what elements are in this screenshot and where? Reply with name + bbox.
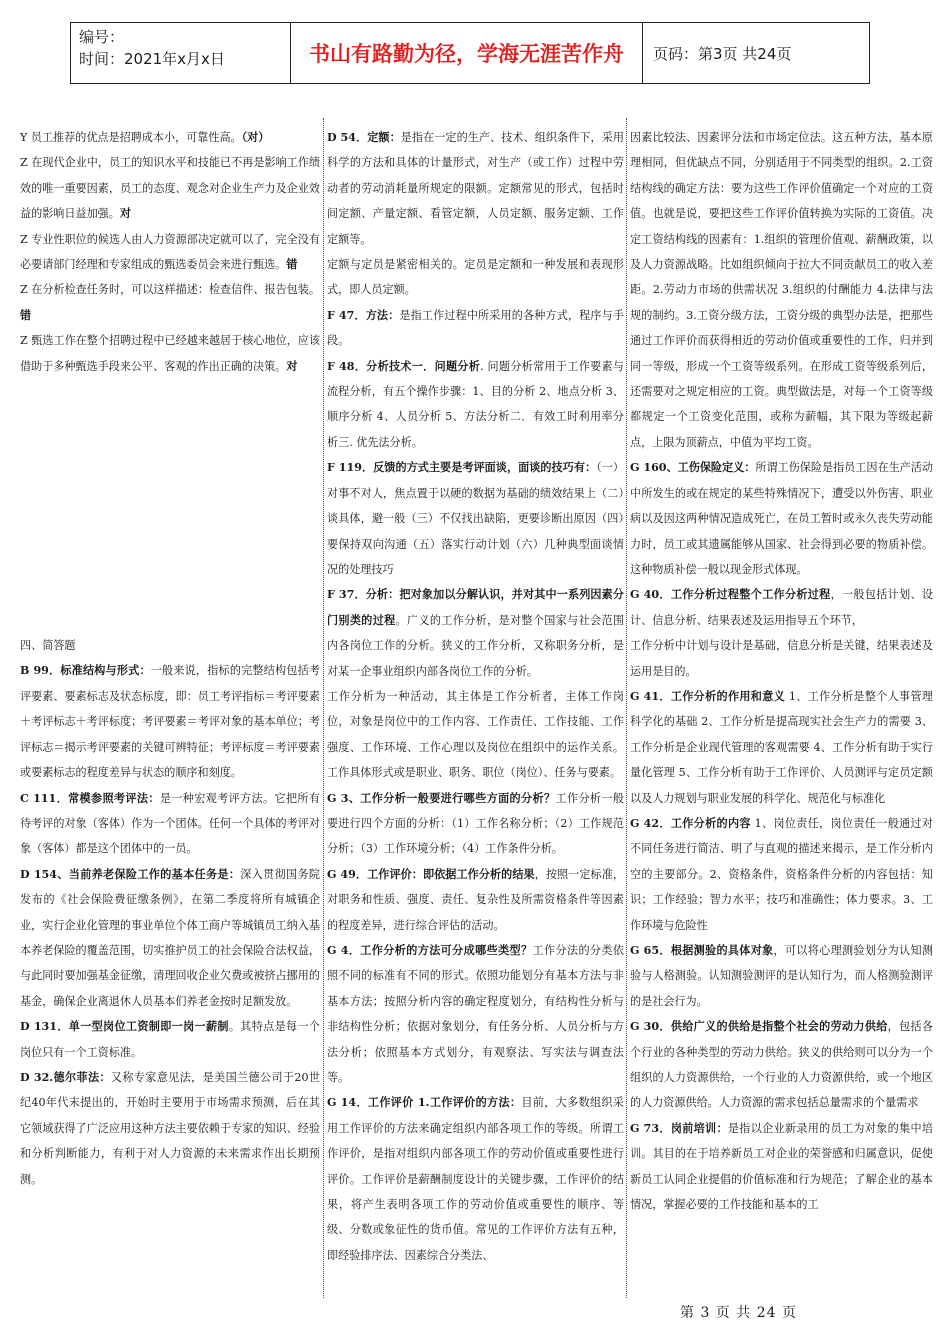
section-heading: 四、简答题	[20, 639, 76, 653]
serial-number-label: 编号：	[79, 28, 125, 46]
column-divider-2	[626, 118, 627, 1298]
page-header-table	[70, 22, 870, 84]
entry-body: 是一种宏观考评方法。它把所有待考评的对象（客体）作为一个团体。任何一个具体的考评对象（客体）都是这个团体中的一员。	[20, 791, 320, 856]
page-footer: 第 3 页 共 24 页	[680, 1305, 797, 1321]
item-text: Y 员工推荐的优点是招聘成本小，可靠性高。	[20, 131, 242, 144]
entry-body: 深入贯彻国务院发布的《社会保险费征缴条例》，在第二季度将所有城镇企业，实行企业化管理的事业单位个体工商户等城镇员工纳入基本养老保险的覆盖范围，切实推护员工的社会保险合法权益，与此同时要加强基金征缴，清理回收企业欠费或被挤占挪用的基金，确保企业离退休人员基本们养老金按时足额发放。	[20, 867, 320, 1008]
answer-entry	[630, 1014, 933, 1116]
answer-entry	[327, 684, 624, 786]
item-text: Z 甄选工作在整个招聘过程中已经越来越居于核心地位，应该借助于多种甄选手段来公平、客观的作出正确的决策。	[20, 334, 320, 373]
short-answer-list	[630, 125, 933, 1217]
entry-body: 。广义的工作分析，是对整个国家与社会范围内各岗位工作的分析。狭义的工作分析，又称职务分析，是对某一企事业组织内部各岗位工作的分析。	[327, 613, 624, 678]
entry-heading: G 42．工作分析的内容	[630, 816, 751, 830]
entry-heading: D 32.德尔菲法：	[20, 1070, 111, 1084]
entry-body: ，一般包括计划、设计、信息分析、结果表述及运用指导五个环节，	[630, 588, 933, 627]
answer-entry	[327, 252, 624, 303]
header-meta-cell	[71, 23, 291, 83]
answer-mark: 对	[119, 207, 131, 221]
entry-body: 是指以企业新录用的员工为对象的集中培训。其目的在于培养新员工对企业的荣誉感和归属意识，促使新员工认同企业提倡的价值标准和行为规范；了解企业的基本情况，掌握必要的工作技能和基本的工	[630, 1121, 933, 1212]
entry-body: 工作分析中计划与设计是基础，信息分析是关键，结果表述及运用是目的。	[630, 639, 933, 678]
entry-heading: G 41．工作分析的作用和意义	[630, 689, 786, 703]
entry-body: 目前，大多数组织采用工作评价的方法来确定组织内部各项工作的等级。所谓工作评价，是指对组织内部各项工作的劳动价值或重要性进行评价。工作评价是薪酬制度设计的关键步骤，工作评价的结果，将产生表明各项工作的劳动价值或重要性的顺序、等级、分数或象征性的货币值。常见的工作评价方法有五种，即经验排序法、因素综合分类法、	[327, 1096, 624, 1262]
answer-entry	[630, 811, 933, 938]
page-number-label: 页码：第3页 共24页	[653, 44, 792, 63]
answer-entry	[327, 303, 624, 354]
entry-body: 。其特点是每一个岗位只有一个工资标准。	[20, 1020, 320, 1059]
judgement-item	[20, 125, 320, 150]
answer-entry	[630, 582, 933, 633]
answer-entry	[327, 862, 624, 938]
entry-heading: G 73．岗前培训：	[630, 1121, 728, 1135]
entry-heading: G 40．工作分析过程整个工作分析过程	[630, 588, 831, 602]
item-text: Z 在分析检查任务时，可以这样描述：检查信件、报告包装。	[20, 283, 320, 297]
item-text: Z 在现代企业中，员工的知识水平和技能已不再是影响工作绩效的唯一重要因素，员工的态度、观念对企业生产力及企业效益的影响日益加强。	[20, 156, 320, 221]
time-label: 时间：2021年x月x日	[79, 50, 225, 68]
answer-entry	[630, 633, 933, 684]
answer-entry	[327, 938, 624, 1090]
answer-entry	[630, 455, 933, 582]
entry-body: . 问题分析常用于工作要素与流程分析，有五个操作步骤：1、目的分析 2、地点分析 3、顺序分析 4、人员分析 5、方法分析二．有效工时利用率分析三. 优先法分析。	[327, 359, 624, 449]
answer-mark: （对）	[241, 131, 270, 144]
entry-body: ，按照一定标准，对职务和性质、强度、责任、复杂性及所需资格条件等因素的程度差异，进行综合评估的活动。	[327, 867, 624, 932]
entry-body: 工作分法的分类依照不同的标准有不同的形式。依照功能划分有基本方法与非基本方法；按照分析内容的确定程度划分，有结构性分析与非结构性分析；依据对象划分，有任务分析、人员分析与方法分析；依照基本方式划分，有观察法、写实法与调查法等。	[327, 944, 624, 1085]
answer-entry	[327, 125, 624, 252]
entry-body: 1、岗位责任，岗位责任一般通过对不同任务进行简洁、明了与直观的描述来揭示，是工作分析内空的主要部分。2、资格条件，资格条件分析的内容包括：知识；工作经验；智力水平；技巧和准确性；体力要求。3、工作环境与危险性	[630, 816, 933, 932]
column-1	[20, 125, 320, 1291]
short-answer-list	[327, 125, 624, 1268]
entry-heading: D 54．定额：	[327, 131, 401, 144]
answer-mark: 错	[20, 308, 32, 322]
item-text: Z 专业性职位的候选人由人力资源部决定就可以了，完全没有必要请部门经理和专家组成的甄选委员会来进行甄选。	[20, 232, 320, 272]
entry-heading: B 99．标准结构与形式：	[20, 664, 151, 678]
answer-mark: 错	[286, 258, 298, 272]
short-answer-list	[20, 658, 320, 1192]
answer-entry	[630, 684, 933, 811]
entry-heading: D 154、当前养老保险工作的基本任务是：	[20, 867, 241, 881]
entry-body: 工作分析为一种活动，其主体是工作分析者，主体工作岗位，对象是岗位中的工作内容、工作责任、工作技能、工作强度、工作环境、工作心理以及岗位在组织中的运作关系。工作具体形式或是职业、职务、职位（岗位）、任务与要素。	[327, 689, 624, 780]
answer-entry	[327, 1090, 624, 1268]
column-2	[327, 125, 624, 1291]
entry-heading: G 65．根据测验的具体对象	[630, 944, 774, 957]
answer-entry	[327, 786, 624, 862]
entry-body: 又称专家意见法，是美国兰德公司于20世纪40年代末提出的，开始时主要用于市场需求预测，后在其它领域获得了广泛应用这种方法主要依赖于专家的知识、经验和分析判断能力，有利于对人力资源的未来需求作出长期预测。	[20, 1070, 320, 1186]
answer-entry	[20, 1065, 320, 1192]
entry-heading: D 131．单一型岗位工资制即一岗一薪制	[20, 1020, 229, 1034]
entry-body: ，包括各个行业的各种类型的劳动力供给。狭义的供给则可以分为一个组织的人力资源供给，一个行业的人力资源供给，或一个地区的人力资源供给。人力资源的需求包括总量需求的个量需求	[630, 1020, 933, 1110]
judgement-item	[20, 227, 320, 278]
answer-entry	[630, 1116, 933, 1218]
entry-body: 因素比较法、因素评分法和市场定位法。这五种方法，基本原理相同，但优缺点不同，分别适用于不同类型的组织。2.工资结构线的确定方法：要为这些工作评价值确定一个对应的工资值。也就是说，要把这些工作评价值转换为实际的工资值。决定工资结构线的因素有：1.组织的管理价值观、薪酬政策，以及人力资源战略。比如组织倾向于拉大不同贡献员工的收入差距。2.劳动力市场的供需状况 3.组织的付酬能力 4.法律与法规的制约。3.工资分级方法，工资分级的典型办法是，把那些通过工作评价而获得相近的劳动价值或重要性的工作，归并到同一等级，形成一个工资等级系列。在形成工资等级系列后，还需要对之规定相应的工资。典型做法是，对每一个工资等级都规定一个工资变化范围，或称为薪幅，其下限为等级起薪点，上限为顶薪点，中值为平均工资。	[630, 131, 933, 449]
entry-heading: G 49．工作评价：即依据工作分析的结果	[327, 867, 535, 881]
answer-entry	[20, 658, 320, 785]
answer-entry	[20, 1014, 320, 1065]
entry-body: 是指在一定的生产、技术、组织条件下，采用科学的方法和具体的计量形式，对生产（或工作）过程中劳动者的劳动消耗量所规定的限额。定额常见的形式，包括时间定额、产量定额、看管定额，人员定额、服务定额、工作定额等。	[327, 131, 624, 246]
entry-heading: G 30．供给广义的供给是指整个社会的劳动力供给	[630, 1020, 888, 1034]
entry-heading: F 37．分析：把对象加以分解认识，并对其中一系列因素分门别类的过程	[327, 588, 624, 627]
answer-mark: 对	[286, 359, 298, 373]
answer-entry	[20, 786, 320, 862]
column-3	[630, 125, 933, 1291]
entry-body: 工作分析一般要进行四个方面的分析：（1）工作名称分析；（2）工作规范分析；（3）工作环境分析；（4）工作条件分析。	[327, 791, 624, 856]
entry-heading: F 48．分析技术一．问题分析	[327, 359, 481, 373]
column-divider-1	[323, 118, 324, 1298]
entry-heading: G 4．工作分析的方法可分成哪些类型？	[327, 944, 533, 957]
judgement-item	[20, 328, 320, 379]
entry-heading: G 14．工作评价 1.工作评价的方法：	[327, 1096, 522, 1110]
judgement-item	[20, 277, 320, 328]
entry-body: 所谓工伤保险是指员工因在生产活动中所发生的或在规定的某些特殊情况下，遭受以外伤害、职业病以及因这两种情况造成死亡，在员工暂时或永久丧失劳动能力时，员工或其遗属能够从国家、社会得到必要的物质补偿。这种物质补偿一般以现金形式体现。	[630, 461, 933, 576]
entry-heading: G 3、工作分析一般要进行哪些方面的分析？	[327, 791, 556, 805]
answer-entry	[630, 938, 933, 1014]
entry-heading: C 111．常模参照考评法：	[20, 791, 160, 805]
entry-body: 定额与定员是紧密相关的。定员是定额和一种发展和表现形式，即人员定额。	[327, 258, 624, 297]
motto-title: 书山有路勤为径，学海无涯苦作舟	[291, 23, 643, 83]
answer-entry	[327, 354, 624, 456]
answer-entry	[20, 862, 320, 1014]
entry-body: 是指工作过程中所采用的各种方式，程序与手段。	[327, 308, 624, 348]
answer-entry	[327, 582, 624, 684]
entry-body: 一般来说，指标的完整结构包括考评要素、要素标志及状态标度，即：员工考评指标＝考评要素＋考评标志＋考评标度；考评要素＝考评对象的基本单位；考评标志＝揭示考评要素的关键可辨特征；考评标度＝考评要素或要素标志的程度差异与状态的顺序和刻度。	[20, 664, 320, 780]
entry-body: ，可以将心理测验划分为认知测验与人格测验。认知测验测评的是认知行为，而人格测验测评的是社会行为。	[630, 944, 933, 1008]
entry-heading: F 47．方法：	[327, 308, 400, 322]
judgement-item	[20, 150, 320, 226]
entry-heading: G 160、工伤保险定义：	[630, 461, 756, 475]
answer-entry	[630, 125, 933, 455]
entry-body: （一）对事不对人，焦点置于以硬的数据为基础的绩效结果上（二）谈具体，避一般（三）不仅找出缺陷，更要诊断出原因（四）要保持双向沟通（五）落实行动计划（六）几种典型面谈情况的处理技巧	[327, 461, 624, 576]
answer-entry	[327, 455, 624, 582]
true-false-list	[20, 125, 320, 379]
entry-heading: F 119．反馈的方式主要是考评面谈，面谈的技巧有：	[327, 461, 597, 475]
entry-body: 1、工作分析是整个人事管理科学化的基础 2、工作分析是提高现实社会生产力的需要 3、工作分析是企业现代管理的客观需要 4、工作分析有助于实行量化管理 5、工作分析有助于工作评价、人员测评与定员定额以及人力规划与职业发展的科学化、规范化与标准化	[630, 689, 933, 805]
